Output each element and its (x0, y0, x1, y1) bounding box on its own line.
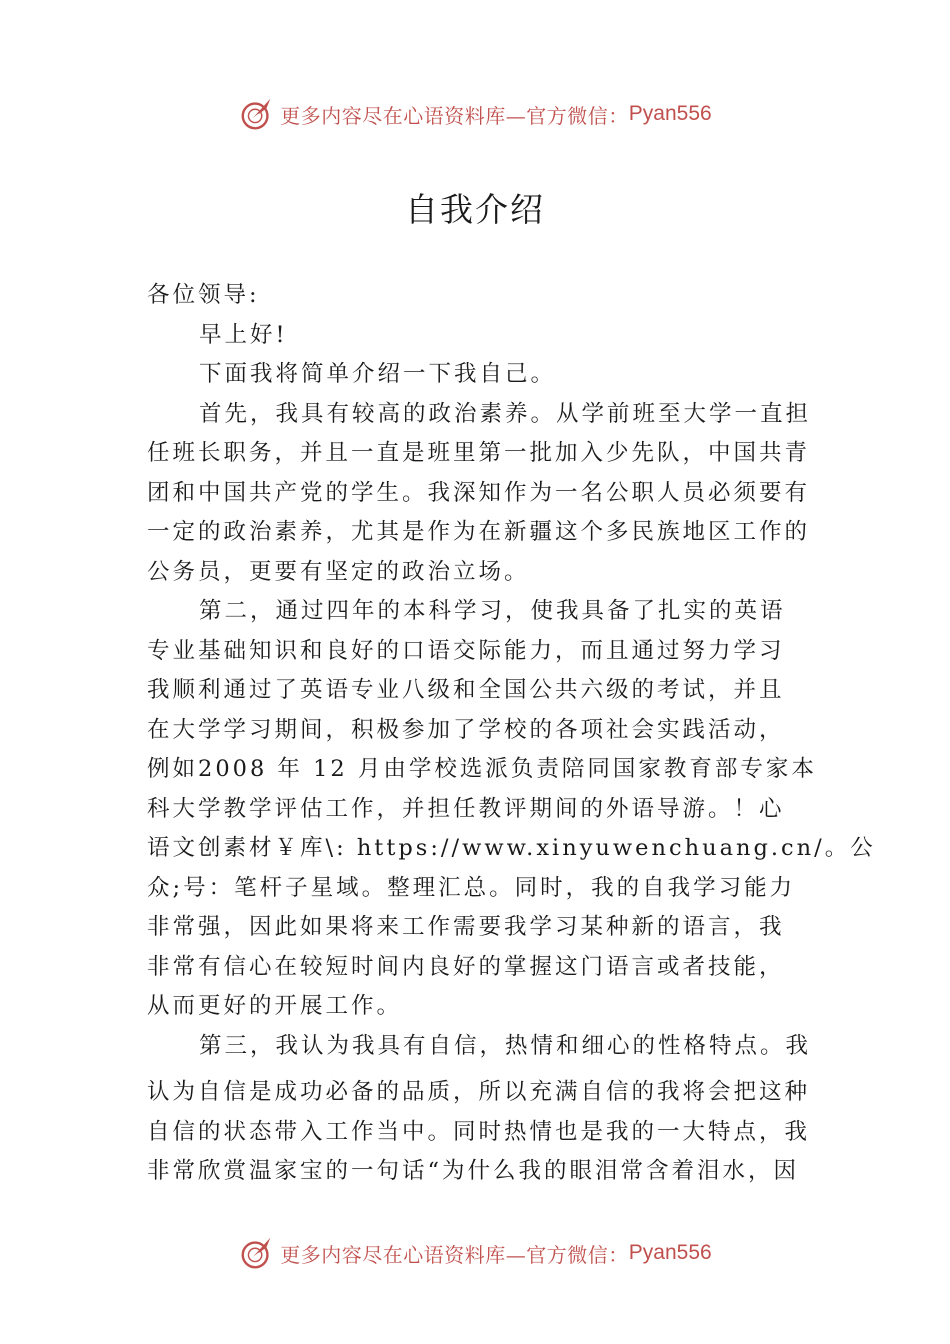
document-title: 自我介绍 (405, 190, 545, 229)
text-line: 从而更好的开展工作。 (147, 993, 403, 1019)
text-line: 第二，通过四年的本科学习，使我具备了扎实的英语 (199, 598, 786, 624)
text-line: 我顺利通过了英语专业八级和全国公共六级的考试，并且 (147, 677, 785, 703)
text-line: 自信的状态带入工作当中。同时热情也是我的一大特点，我 (147, 1118, 811, 1145)
greeting-line: 早上好! (199, 321, 288, 348)
text-line: 语文创素材￥库\: https://www.xinyuwenchuang.cn/。公 (147, 835, 876, 861)
text-line: 一定的政治素养，尤其是作为在新疆这个多民族地区工作的 (147, 519, 811, 545)
text-line: 认为自信是成功必备的品质，所以充满自信的我将会把这种 (147, 1079, 811, 1105)
text-line: 公务员，更要有坚定的政治立场。 (147, 558, 530, 585)
text-line: 第三，我认为我具有自信，热情和细心的性格特点。我 (199, 1032, 812, 1059)
salutation-line: 各位领导: (147, 282, 260, 308)
text-line: 首先，我具有较高的政治素养。从学前班至大学一直担 (199, 400, 812, 427)
banner-text: 更多内容尽在心语资料库—官方微信： (280, 1242, 629, 1267)
quill-logo-icon (238, 1234, 276, 1272)
text-line: 非常有信心在较短时间内良好的掌握这门语言或者技能， (147, 953, 785, 980)
text-line: 在大学学习期间，积极参加了学校的各项社会实践活动， (147, 716, 785, 743)
document-body (147, 276, 876, 1192)
text-line: 专业基础知识和良好的口语交际能力，而且通过努力学习 (147, 637, 785, 664)
banner-text: 更多内容尽在心语资料库—官方微信： (280, 103, 629, 128)
text-line: 众;号：笔杆子星域。整理汇总。同时，我的自我学习能力 (147, 874, 796, 901)
text-line: 例如2008 年 12 月由学校选派负责陪同国家教育部专家本 (147, 756, 817, 782)
text-line: 团和中国共产党的学生。我深知作为一名公职人员必须要有 (147, 479, 811, 506)
text-line: 非常强，因此如果将来工作需要我学习某种新的语言，我 (147, 914, 785, 940)
text-line: 科大学教学评估工作，并担任教评期间的外语导游。！心 (147, 795, 785, 822)
banner-wechat-id: Pyan556 (628, 1241, 712, 1264)
banner-wechat-id: Pyan556 (628, 102, 712, 125)
quill-logo-icon (238, 95, 276, 133)
text-line: 下面我将简单介绍一下我自己。 (199, 361, 557, 387)
footer-banner (0, 1233, 950, 1273)
text-line: 任班长职务，并且一直是班里第一批加入少先队，中国共青 (147, 440, 811, 466)
text-line: 非常欣赏温家宝的一句话“为什么我的眼泪常含着泪水，因 (147, 1158, 800, 1184)
header-banner (0, 94, 950, 134)
